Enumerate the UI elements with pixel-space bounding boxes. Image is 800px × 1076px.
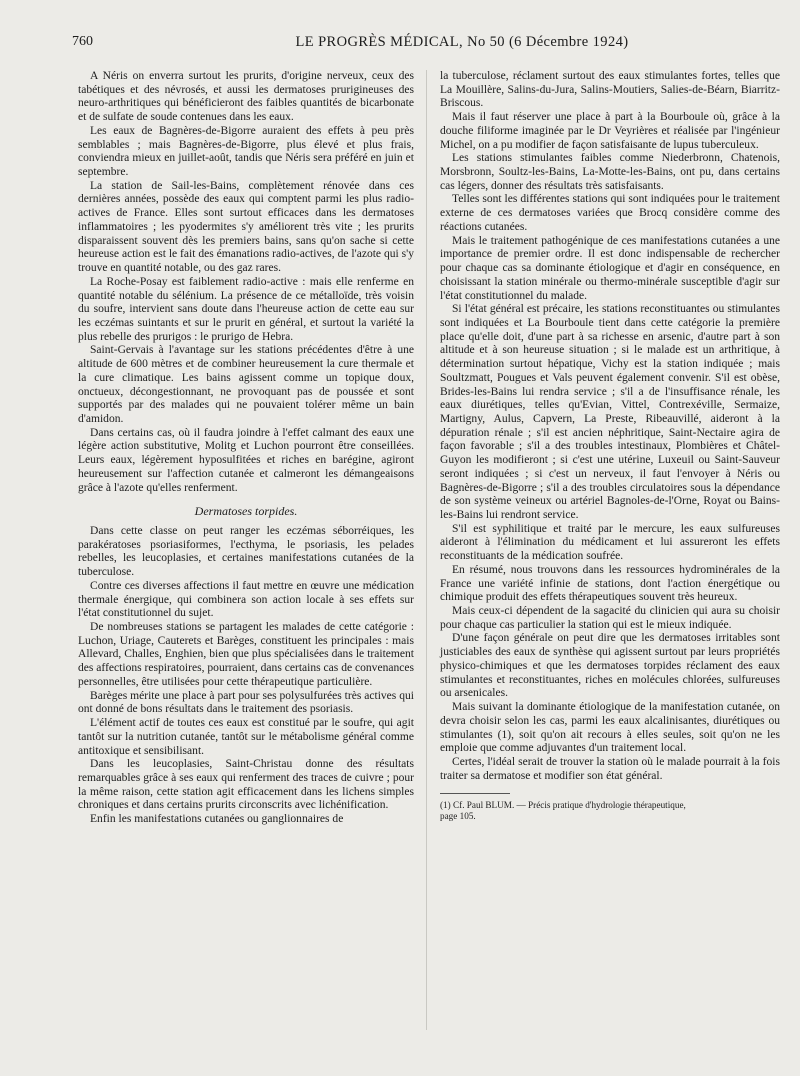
paragraph: Certes, l'idéal serait de trouver la station où le malade pourrait à la fois traiter sa dermatose et modifier son état général. [440, 755, 780, 782]
paragraph: la tuberculose, réclament surtout des eaux stimulantes fortes, telles que La Mouillère, Salins-du-Jura, Salins-Moutiers, Salies-de-Béarn, Biarritz-Briscous. [440, 70, 780, 110]
page-number: 760 [72, 34, 93, 49]
paragraph: Dans cette classe on peut ranger les eczémas séborréiques, les parakératoses psoriasiformes, l'ecthyma, le psoriasis, les pelades rebelles, les leucoplasies, et certaines manifestations cutanées de la tuberculose. [78, 525, 414, 579]
paragraph: La Roche-Posay est faiblement radio-active : mais elle renferme en quantité notable du sélénium. La présence de ce métalloïde, très voisin du soufre, intervient sans doute dans l'heureuse action de cette eau sur les eczémas suintants et sur le prurit en général, et surtout la variété la plus rebelle des prurigos : le prurigo de Hebra. [78, 275, 414, 343]
paragraph: Si l'état général est précaire, les stations reconstituantes ou stimulantes sont indiquées et La Bourboule tient dans cette catégorie la première place qu'elle doit, d'une part à sa richesse en arsenic, d'autre part à son altitude et à son heureuse situation ; si le malade est un arthritique, à détermination surtout hépatique, Vichy est la station indiquée ; mais Soultzmatt, Pougues et Vals peuvent également convenir. S'il est obèse, Brides-les-Bains lui rendra service ; s'il a de l'insuffisance rénale, les eaux diurétiques, telles qu'Evian, Vittel, Contrexéville, Sermaize, Martigny, Aulus, Capvern, La Preste, Ribeauvillé, aideront à la dépuration rénale ; s'il est ancien néphritique, Saint-Nectaire agira de façon favorable ; s'il a des troubles intestinaux, Plombières et Châtel-Guyon les modifieront ; si c'est une utérine, Luxeuil ou Saint-Sauveur seront indiquées ; si c'est un nerveux, il faut l'envoyer à Néris ou Bagnères-de-Bigorre ; s'il a des troubles circulatoires sous la dépendance de son système veineux ou artériel Bagnoles-de-l'Orne, Royat ou Bains-les-Bains lui rendront service. [440, 303, 780, 521]
paragraph: Dans certains cas, où il faudra joindre à l'effet calmant des eaux une légère action substitutive, Molitg et Luchon pourront être conseillées. Leurs eaux, légèrement hyposulfitées et riches en barégine, agiront heureusement sur l'affection cutanée et calmeront les démangeaisons grâce à l'azote qu'elles renferment. [78, 426, 414, 494]
paragraph: S'il est syphilitique et traité par le mercure, les eaux sulfureuses aideront à l'élimination du médicament et lui assureront les effets reconstituants de la médication soufrée. [440, 522, 780, 563]
section-heading: Dermatoses torpides. [194, 504, 298, 519]
right-column [440, 70, 780, 822]
running-title: LE PROGRÈS MÉDICAL, No 50 (6 Décembre 1924) [295, 34, 629, 50]
footnote-line: (1) Cf. Paul BLUM. — Précis pratique d'hydrologie thérapeutique, [440, 800, 686, 811]
paragraph: Mais ceux-ci dépendent de la sagacité du clinicien qui aura su choisir pour chaque cas particulier la station qui est le mieux indiquée. [440, 605, 780, 631]
paragraph: Les stations stimulantes faibles comme Niederbronn, Chatenois, Morsbronn, Soultz-les-Bains, La-Motte-les-Bains, ont pu, dans certains cas légers, donner des résultats très satisfaisants. [440, 152, 780, 192]
paragraph: D'une façon générale on peut dire que les dermatoses irritables sont justiciables des eaux de synthèse qui agissent surtout par leurs propriétés physico-chimiques et que les dermatoses torpides réclament des eaux stimulantes et reconstituantes, riches en molécules chlorées, sulfureuses ou arsenicales. [440, 632, 780, 700]
column-divider [426, 70, 427, 1030]
footnote-rule [440, 793, 510, 794]
paragraph: A Néris on enverra surtout les prurits, d'origine nerveux, ceux des tabétiques et des névrosés, et aussi les dermatoses prurigineuses des neuro-arthritiques qui bénéficieront des faibles quantités de bicarbonate et de sulfate de soude contenues dans les eaux. [78, 70, 414, 124]
paragraph: En résumé, nous trouvons dans les ressources hydrominérales de la France une variété infinie de stations, dont l'action énergétique ou chimique produit des effets thérapeutiques souvent très heureux. [440, 563, 780, 604]
paragraph: Mais il faut réserver une place à part à la Bourboule où, grâce à la douche filiforme imaginée par le Dr Veyrières et réalisée par l'ingénieur Michel, on a pu modifier de façon satisfaisante de lupus tuberculeux. [440, 111, 780, 151]
paragraph: Barèges mérite une place à part pour ses polysulfurées très actives qui ont donné de bons résultats dans le traitement des psoriasis. [78, 689, 414, 716]
paragraph: Enfin les manifestations cutanées ou ganglionnaires de [90, 813, 344, 826]
paragraph: Contre ces diverses affections il faut mettre en œuvre une médication thermale énergique, qui combinera son action locale à ses effets sur l'état constitutionnel du sujet. [78, 579, 414, 620]
footnote-line: page 105. [440, 811, 476, 822]
paragraph: Mais suivant la dominante étiologique de la manifestation cutanée, on devra choisir selon les cas, parmi les eaux alcalinisantes, diurétiques ou stimulantes (1), soit qu'on ait recours à elles seules, soit qu'on ne les emploie que comme adjuvantes d'un traitement local. [440, 701, 780, 755]
left-column [78, 70, 414, 827]
paragraph: Saint-Gervais à l'avantage sur les stations précédentes d'être à une altitude de 600 mètres et de combiner heureusement la cure thermale et la cure climatique. Les bains agissent comme un topique doux, onctueux, décongestionnant, ne provoquant pas de poussée et sont supportés par des malades qui ne pouvaient tolérer même un bain d'amidon. [78, 344, 414, 425]
paragraph: Mais le traitement pathogénique de ces manifestations cutanées a une importance de premier ordre. Il est donc indispensable de rechercher pour chaque cas sa dominante étiologique et d'agir en conséquence, en choisissant la station minérale ou thermo-minérale susceptible d'agir sur l'état constitutionnel du malade. [440, 234, 780, 302]
page-header [72, 34, 772, 56]
paragraph: La station de Sail-les-Bains, complètement rénovée dans ces dernières années, possède des eaux qui comptent parmi les plus radio-actives de France. Elles sont surtout efficaces dans les dermatoses inflammatoires ; les pyodermites s'y améliorent très vite ; les prurits disparaissent souvent dès les premiers bains, sans qu'on sache si cette heureuse action est le fait des émanations radio-actives, de l'azote qui s'y trouve en quantité notable, ou des gaz rares. [78, 179, 414, 275]
paragraph: Dans les leucoplasies, Saint-Christau donne des résultats remarquables grâce à ses eaux qui renferment des traces de cuivre ; pour la même raison, cette station agit efficacement dans les lichens simples chroniques et dans certains prurits circonscrits avec lichénification. [78, 758, 414, 812]
paragraph: Telles sont les différentes stations qui sont indiquées pour le traitement externe de ces dermatoses variées que Brocq considère comme des réactions cutanées. [440, 193, 780, 233]
paragraph: Les eaux de Bagnères-de-Bigorre auraient des effets à peu près semblables ; mais Bagnères-de-Bigorre, plus élevé et plus frais, conviendra mieux en juillet-août, tandis que Néris sera préféré en juin et septembre. [78, 124, 414, 179]
paragraph: L'élément actif de toutes ces eaux est constitué par le soufre, qui agit tantôt sur la nutrition cutanée, tantôt sur le métabolisme général comme antitoxique et sensibilisant. [78, 717, 414, 757]
paragraph: De nombreuses stations se partagent les malades de cette catégorie : Luchon, Uriage, Cauterets et Barèges, constituent les principales : mais Allevard, Challes, Enghien, bien que plus spécialisées dans le traitement des affections respiratoires, pourraient, dans certains cas de convenances personnelles, être utilisées pour cette thérapeutique particulière. [78, 621, 414, 688]
footnote [440, 800, 780, 822]
